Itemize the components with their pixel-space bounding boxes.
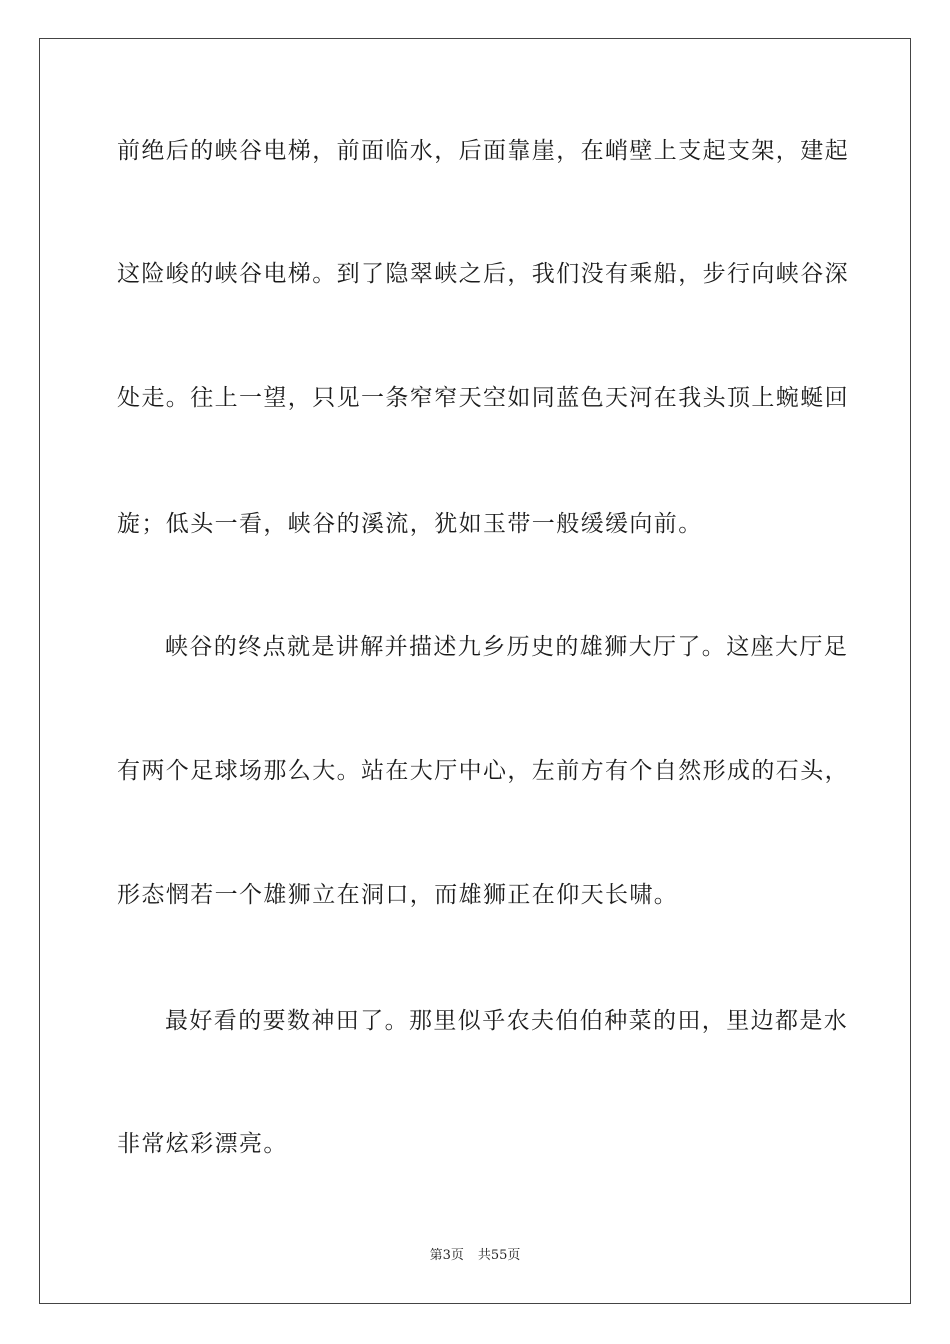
paragraph-first-line: 峡谷的终点就是讲解并描述九乡历史的雄狮大厅了。这座大厅足 — [165, 634, 849, 660]
page-border — [39, 38, 911, 1304]
paragraph-first-line: 最好看的要数神田了。那里似乎农夫伯伯种菜的田，里边都是水 — [165, 1008, 849, 1034]
total-pages: 共55页 — [477, 1248, 521, 1263]
text-line: 前绝后的峡谷电梯，前面临水，后面靠崖，在峭壁上支起支架，建起 — [117, 138, 849, 164]
text-line: 形态惘若一个雄狮立在洞口，而雄狮正在仰天长啸。 — [117, 882, 679, 908]
page-number: 第3页 — [429, 1248, 464, 1263]
text-line: 有两个足球场那么大。站在大厅中心，左前方有个自然形成的石头， — [117, 758, 849, 784]
page-footer — [0, 1248, 950, 1264]
text-line: 旋；低头一看，峡谷的溪流，犹如玉带一般缓缓向前。 — [117, 511, 703, 537]
text-line: 这险峻的峡谷电梯。到了隐翠峡之后，我们没有乘船，步行向峡谷深 — [117, 261, 849, 287]
text-line: 非常炫彩漂亮。 — [117, 1131, 288, 1157]
text-line: 处走。往上一望，只见一条窄窄天空如同蓝色天河在我头顶上蜿蜒回 — [117, 385, 849, 411]
